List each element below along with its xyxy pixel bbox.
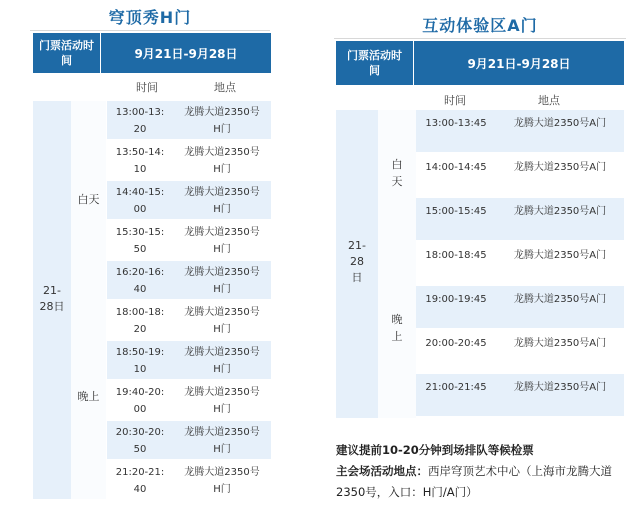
right-night-label-text: 晚 上	[391, 313, 403, 343]
right-row-place: 龙腾大道2350号A门	[513, 294, 607, 305]
footer-notice: 建议提前10-20分钟到场排队等候检票	[336, 443, 534, 457]
right-schedule-row	[416, 330, 624, 372]
right-header-dates: 9月21日-9月28日	[467, 56, 571, 71]
left-row-time: 19:40-20:00	[115, 387, 165, 415]
left-schedule-row	[107, 101, 271, 139]
right-row-place: 龙腾大道2350号A门	[513, 206, 607, 217]
footer-venue	[336, 461, 636, 503]
right-col-place-header: 地点	[538, 94, 560, 107]
right-header-bar	[336, 41, 624, 85]
right-col-time-header: 时间	[444, 94, 466, 107]
left-row-time: 20:30-20:50	[115, 427, 165, 455]
right-row-time: 18:00-18:45	[425, 250, 487, 261]
left-schedule-panel	[0, 0, 300, 507]
footer-notice-block	[336, 440, 636, 503]
right-row-place: 龙腾大道2350号A门	[513, 250, 607, 261]
left-row-time: 16:20-16:40	[115, 267, 165, 295]
right-schedule-row	[416, 154, 624, 196]
left-row-place: 龙腾大道2350号H门	[184, 387, 260, 415]
left-schedule-row	[107, 221, 271, 259]
right-schedule-row	[416, 374, 624, 416]
right-row-time: 14:00-14:45	[425, 162, 487, 173]
left-schedule-row	[107, 461, 271, 499]
left-row-place: 龙腾大道2350号H门	[184, 227, 260, 255]
right-title-divider	[334, 38, 626, 39]
right-night-label	[378, 311, 416, 345]
left-row-place: 龙腾大道2350号H门	[184, 347, 260, 375]
left-row-time: 18:00-18:20	[115, 307, 165, 335]
right-schedule-row	[416, 242, 624, 284]
left-title-divider	[30, 30, 270, 31]
right-row-time: 13:00-13:45	[425, 118, 487, 129]
right-day-label-text: 白 天	[391, 158, 403, 188]
left-period-column	[71, 101, 106, 499]
footer-venue-label: 主会场活动地点：	[336, 464, 428, 478]
left-date-range	[33, 283, 71, 315]
right-row-place: 龙腾大道2350号A门	[513, 338, 607, 349]
left-schedule-row	[107, 141, 271, 179]
left-header-bar	[33, 33, 271, 73]
left-row-place: 龙腾大道2350号H门	[184, 187, 260, 215]
right-row-time: 15:00-15:45	[425, 206, 487, 217]
left-schedule-row	[107, 421, 271, 459]
left-schedule-row	[107, 341, 271, 379]
right-row-time: 20:00-20:45	[425, 338, 487, 349]
right-row-place: 龙腾大道2350号A门	[513, 382, 607, 393]
left-row-time: 13:00-13:20	[115, 107, 165, 135]
left-row-time: 21:20-21:40	[115, 467, 165, 495]
right-schedule-panel	[320, 0, 640, 507]
left-schedule-row	[107, 261, 271, 299]
right-row-place: 龙腾大道2350号A门	[513, 162, 607, 173]
left-header-label: 门票活动时间	[33, 33, 101, 73]
right-schedule-row	[416, 198, 624, 240]
left-row-time: 18:50-19:10	[115, 347, 165, 375]
left-schedule-row	[107, 301, 271, 339]
left-row-place: 龙腾大道2350号H门	[184, 467, 260, 495]
right-header-label: 门票活动时间	[336, 41, 414, 85]
left-row-place: 龙腾大道2350号H门	[184, 107, 260, 135]
left-panel-title: 穹顶秀H门	[108, 8, 192, 27]
right-date-range-text: 21- 28 日	[348, 239, 366, 284]
right-row-time: 21:00-21:45	[425, 382, 487, 393]
right-schedule-row	[416, 286, 624, 328]
left-row-time: 14:40-15:00	[115, 187, 165, 215]
left-day-label: 白天	[77, 193, 100, 206]
left-row-time: 13:50-14:10	[115, 147, 165, 175]
right-panel-title: 互动体验区A门	[422, 16, 538, 35]
left-row-place: 龙腾大道2350号H门	[184, 427, 260, 455]
left-row-time: 15:30-15:50	[115, 227, 165, 255]
left-header-dates: 9月21日-9月28日	[134, 46, 238, 61]
left-col-place-header: 地点	[214, 81, 236, 94]
footer-venue-text: 西岸穹顶艺术中心（上海市龙腾大道2350号，入口：H门/A门）	[336, 464, 612, 499]
right-date-range	[336, 238, 378, 286]
left-night-label: 晚上	[77, 390, 100, 403]
left-row-place: 龙腾大道2350号H门	[184, 147, 260, 175]
right-schedule-row	[416, 110, 624, 152]
left-schedule-row	[107, 181, 271, 219]
left-col-time-header: 时间	[136, 81, 158, 94]
left-date-range-text: 21- 28日	[39, 284, 65, 313]
right-day-label	[378, 156, 416, 190]
right-row-time: 19:00-19:45	[425, 294, 487, 305]
left-row-place: 龙腾大道2350号H门	[184, 267, 260, 295]
left-schedule-row	[107, 381, 271, 419]
right-row-place: 龙腾大道2350号A门	[513, 118, 607, 129]
left-row-place: 龙腾大道2350号H门	[184, 307, 260, 335]
